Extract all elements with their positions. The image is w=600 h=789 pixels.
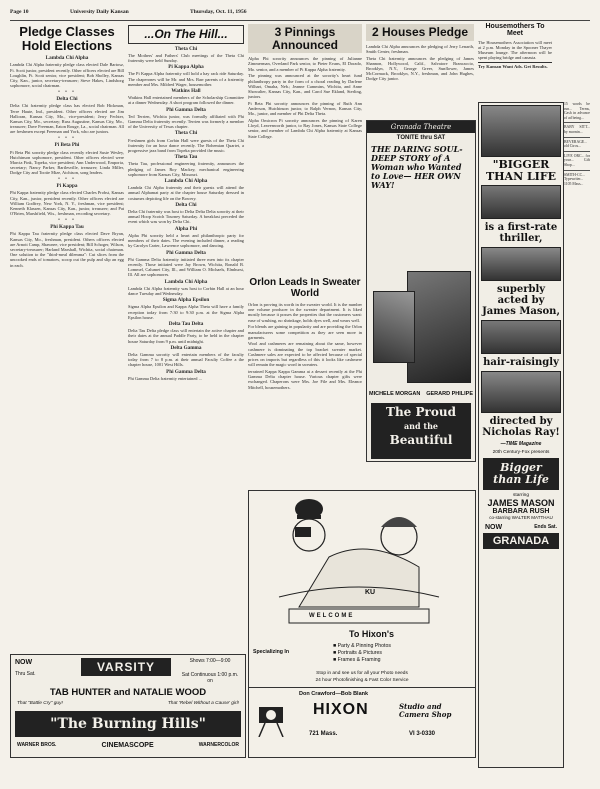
hixon-stop: Stop in and see us for all your Photo needs: [316, 671, 408, 676]
column-pledge-classes: Pledge Classes Hold Elections Lambda Chi Alpha Lambda Chi Alpha fraternity pledge class elected Dale Bartosz, Ft. Scott junior, president recently. Other officers elected are Bill Loughlin, Ft. Scott senior, vice president; Bob Sholley, Kansas City, Kan., junior, secretary-treasurer; Steve Hakes, Lindsborg sophomore, social chairman. • • • Delta Chi Delta Chi fraternity pledge class has elected Bob Hickman, Terre Haute, Ind., president. Other officers elected are Jim Halloran, Kansas City, Mo., vice-president; Jerry Fechter, Kansas City, Mo., secretary; Russ Augustine, Kansas City, Mo., treasurer; Dave Freeman, Eaton Rouge, La., social chairman. All are freshmen except Freeman and York, who are juniors. • • • Pi Beta Phi Pi Beta Phi sorority pledge class recently elected Susie Wesley, Hutchinson sophomore, president. Other officers elected were Marcia Fink, Topeka, vice president; Ann Underwood, Emporia, secretary; Nancy Parker, Bartlesville, treasurer; Linda Miller, Dodge City and Tootie Mize, Atchison, song leaders. • • • Pi Kappa Phi Kappa fraternity pledge class elected Charles Probst, Kansas City, Kan., junior, president recently. Other officers elected are William Godfrey, New York, N. Y., freshman, vice president; Kenneth Klassen, Kansas City, Kan., junior, treasurer; and Pat O'Brien, Marshfield, Wis., freshman, recording secretary. • • • Phi Kappa Tau Phi Kappa Tau fraternity pledge class elected Dave Bryan, Kansas City, Mo., freshman, president. Others officers elected are Arnott Camp, Shawnee, vice president; Bill Schoger, Wilson, secretary-treasurer; Harland Marshall, Wichita, social chairman. One solution to the "third-meal dilemma": Cut slices from the uncooked ends of tomatoes, scoop out the pulp and slip an egg in each.: [10, 24, 124, 268]
varsity-color: WARNERCOLOR: [198, 742, 239, 748]
article-delta-chi: Delta Chi fraternity pledge class has elected Bob Hickman, Terre Haute, Ind., president. Other officers elected are Jim Halloran, Kansas City, Mo., vice-president; Jerry Fechter, Kansas City, Mo., secretary; Russ Augustine, Kansas City, Mo., treasurer; Dave Freeman, Eaton Rouge, La., social chairman. All are freshmen except Freeman and York, who are juniors.: [10, 103, 124, 135]
quote-line-1: "BIGGER THAN LIFE: [485, 158, 557, 183]
article-lambda-chi-alpha: Lambda Chi Alpha fraternity and their guests will attend the annual Alphamat party at the chapter house Saturday dressed in costumes depicting life on the Bowery.: [128, 185, 244, 201]
star-morgan: MICHELE MORGAN: [369, 391, 421, 397]
subhead-delta-tau-delta: Delta Tau Delta: [168, 320, 204, 327]
subhead-pi-kappa-alpha: Pi Kappa Alpha: [168, 64, 204, 71]
subhead-phi-kappa-tau: Phi Kappa Tau: [50, 224, 84, 231]
subhead-phi-kappa: Pi Kappa: [56, 183, 78, 190]
article-phi-gamma-delta-3: Phi Gamma Delta fraternity entertained ...: [128, 375, 202, 381]
subhead-alpha-phi: Alpha Phi: [174, 225, 198, 232]
hixon-studio: Studio and Camera Shop: [399, 702, 452, 719]
quote-line-3: superbly acted by James Mason,: [482, 284, 560, 317]
ku-emblem: KU: [365, 589, 376, 596]
hixon-address: 721 Mass.: [309, 731, 338, 737]
mason-photo-5: [481, 371, 561, 413]
subhead-lambda: Lambda Chi Alpha: [45, 55, 89, 62]
hixon-item-1: ■ Party & Pinning Photos: [333, 643, 391, 649]
article-lambda-chi-alpha-2: Lambda Chi Alpha fraternity was host to Corbin Hall at an hour dance Tuesday and Wednesday.: [128, 285, 244, 296]
mason-title: Bigger than Life: [483, 458, 559, 490]
article-pi-beta: Pi Beta Phi sorority pledge class recently elected Susie Wesley, Hutchinson sophomore, president. Other officers elected were Marcia Fink, Topeka, vice president; Ann Underwood, Emporia, secretary; Nancy Parker, Bartlesville, treasurer; Linda Miller, Dodge City and Tootie Mize, Atchison, song leaders.: [10, 149, 124, 176]
article-delta-tau-delta: Delta Tau Delta pledge class will entertain the active chapter and their dates at the annual Paddle Party, to be held in the chapter house Saturday from 9 p.m. until midnight.: [128, 328, 244, 344]
hixon-item-2: ■ Portraits & Pictures: [333, 650, 382, 656]
article-phi-gamma-delta-2: Phi Gamma Delta fraternity initiated three men into its chapter recently. Those initiated were Jay Brown, Wichita, Ronald B. Lommel, Calumet City, Ill., and William O. Michaels, Elmhurst, Ill. All are sophomores.: [128, 256, 244, 278]
article-lambda: Lambda Chi Alpha fraternity pledge class elected Dale Bartosz, Ft. Scott junior, president recently. Other officers elected are Bill Loughlin, Ft. Scott senior, vice president; Bob Sholley, Kansas City, Kan., junior, secretary-treasurer; Steve Hakes, Lindsborg sophomore, social chairman.: [10, 62, 124, 89]
star-rush: BARBARA RUSH: [492, 508, 550, 515]
cartoon-illustration: [269, 497, 449, 627]
article-theta-chi: The Mothers' and Fathers' Club meetings of the Theta Chi fraternity were held Sunday.: [128, 52, 244, 63]
classified-c: BEVERAGE... old Circu...: [564, 139, 588, 149]
mason-photo-3: [481, 247, 561, 281]
actor-photo: [407, 271, 471, 383]
article-pinning-1: Alpha Phi sorority announces the pinning of Julianne Zimmerman, Overland Park senior, to Pieter Evans, El Dorado, Mo. senior, and a member of Pi Kappa Alpha fraternity.: [248, 56, 362, 72]
subhead-lambda-chi-alpha: Lambda Chi Alpha: [164, 178, 208, 185]
classified-strip: [564, 102, 590, 342]
subhead-theta-tau: Theta Tau: [174, 154, 198, 161]
headline-pinnings: 3 Pinnings Announced: [248, 24, 362, 53]
specializing-label: Specializing In: [253, 649, 290, 655]
tonite-label: TONITE thru SAT: [396, 135, 446, 141]
movie-ad-proud-beautiful: [366, 120, 476, 462]
column-houses-pledge: [366, 22, 474, 118]
mason-photo-2: [481, 185, 561, 219]
tagline-hunter: That "Battle Cry" guy!: [17, 701, 63, 706]
issue-date: Thursday, Oct. 11, 1956: [190, 9, 247, 15]
column-orlon: [248, 276, 362, 486]
subhead-theta-chi-2: Theta Chi: [174, 130, 198, 137]
hixon-owners: Don Crawford—Bob Blank: [299, 691, 369, 697]
want-ads-tagline: Try Kansan Want Ads. Get Results.: [478, 62, 552, 69]
costar: co-starring WALTER MATTHAU: [489, 515, 553, 520]
theater-name: Granada Theatre: [367, 121, 475, 133]
varsity-format: CINEMASCOPE: [101, 742, 154, 749]
article-phi-kappa: Phi Kappa fraternity pledge class elected Charles Probst, Kansas City, Kan., junior, president recently. Other officers elected are William Godfrey, New York, N. Y., freshman, vice president; Kenneth Klassen, Kansas City, Kan., junior, treasurer; and Pat O'Brien, Marshfield, Wis., freshman, recording secretary.: [10, 190, 124, 217]
newspaper-page: [10, 6, 590, 784]
hixon-hour: 24 hour Photofinishing & Fast Color Service: [315, 678, 409, 683]
article-theta-chi-2: Freshmen girls from Corbin Hall were guests of the Theta Chi fraternity for an hour dance recently. The Bohemian Quartet, a progressive jazz band from Topeka provided the music.: [128, 137, 244, 154]
column-pinnings: [248, 22, 362, 272]
page-number: Page 10: [10, 9, 29, 15]
varsity-studio: WARNER BROS.: [17, 742, 57, 748]
quote-line-2: is a first-rate thriller,: [484, 222, 558, 244]
headline-pledge-classes: Pledge Classes Hold Elections: [19, 24, 115, 53]
article-watkins: Watkins Hall entertained members of the Scholarship Committee at a dinner Wednesday. A short program followed the dinner.: [128, 95, 244, 106]
hixon-name: HIXON: [313, 701, 369, 718]
article-orlon-3: Wool and cashmeres are remaining about the same, however cashmere is dominating the top bracket sweater market. Cashmere sales are expected to be affected because of special prices on imports but regardless of this it looks like cashmere will remain the magic word in sweaters.: [248, 341, 362, 368]
classified-a: 15 words be run... Terms, Cash in advance of ad being...: [564, 102, 590, 120]
varsity-theater: VARSITY: [81, 658, 171, 676]
starring-label: starring: [513, 493, 529, 498]
subhead-phi-gamma-delta-2: Phi Gamma Delta: [166, 249, 206, 256]
quote-credit: —TIME Magazine: [500, 441, 542, 447]
subhead-theta-chi: Theta Chi: [174, 45, 198, 52]
varsity-now: NOW: [15, 659, 33, 666]
varsity-shows: Shows 7:00—9:00: [189, 658, 231, 664]
camera-icon: [255, 697, 289, 737]
movie-ad-burning-hills: [10, 654, 246, 758]
article-orlon-1: Orlon is proving its worth in the sweater world. It is the number one volume producer in the sweater department. It is liked mostly because it posses the properties that the customers want: ease of washing, no shrinkage, holds dyes well, and wears well.: [248, 302, 362, 323]
movie-ad-bigger-than-life: [478, 102, 564, 768]
subhead-delta-gamma: Delta Gamma: [170, 344, 202, 351]
article-housemothers: The Housemothers Association will meet at 2 p.m. Monday in the Spooner Thayer Museum lounge. The afternoon will be spent playing bridge and canasta.: [478, 39, 552, 61]
headline-orlon: Orlon Leads In Sweater World: [249, 277, 361, 299]
subhead-delta-chi-2: Delta Chi: [175, 201, 197, 208]
varsity-thru: Thru Sat.: [15, 671, 36, 677]
varsity-title: "The Burning Hills": [15, 711, 241, 737]
tagline-wood: That 'Rebel Without a Cause' girl!: [167, 701, 239, 706]
paper-name: University Daily Kansan: [70, 9, 129, 15]
hixon-phone: VI 3-0330: [409, 731, 436, 737]
movie-tagline: THE DARING SOUL-DEEP STORY of A Woman who Wanted to Love— HER OWN WAY!: [371, 144, 463, 190]
article-phi-gamma-delta: Ted Terrien, Wichita junior, was formally affiliated with Phi Gamma Delta fraternity recently. Terrien was formerly a member of the University of Texas chapter.: [128, 113, 244, 130]
article-theta-tau: Theta Tau, professional engineering fraternity, announces the pledging of James Roy Mackey, mechanical engineering sophomore from Kansas City, Missouri.: [128, 161, 244, 177]
article-pledge-1: Lambda Chi Alpha announces the pledging of Jerry Lenarth, Smith Center, freshman.: [366, 43, 474, 54]
movie-title-block: [371, 403, 471, 459]
article-pi-kappa-alpha: The Pi Kappa Alpha fraternity will hold a hay rack ride Saturday. The chaperones will be Mr. and Mrs. Barr parents of a fraternity member and Mrs. Mildred Wager, housemother.: [128, 71, 244, 87]
subhead-sigma-alpha-epsilon: Sigma Alpha Epsilon: [162, 297, 210, 304]
welcome-sign: WELCOME: [309, 613, 355, 619]
article-pledge-2: Theta Chi fraternity announces the pledging of James Shannon, Hollywood, Calif., Salvatore Brancaccio, Brooklyn, N.Y., George Greer, Sunflower, James McCormack, Brooklyn, N.Y., freshman, and John Hughes, Dodge City junior.: [366, 55, 474, 82]
actress-photo: [373, 291, 415, 363]
varsity-sat: Sat Continuous 1:00 p.m. on: [181, 672, 239, 684]
article-pinning-2: The pinning was announced at the sorority's heart fund philanthropy party in the form of a choral reading by Darlene Wilhart, Omaha, Neb.; Jeanne Cummins, Wichita, and Anne Showalter, Kansas City, Kan., and Carol Sue Ekland, Sterling, juniors.: [248, 73, 362, 100]
hixon-item-3: ■ Frames & Framing: [333, 657, 381, 663]
subhead-watkins: Watkins Hall: [171, 88, 201, 95]
article-sigma-alpha-epsilon: Sigma Alpha Epsilon and Kappa Alpha Theta will have a family reception today from 7:30 to 9:30 p.m. at the Sigma Alpha Epsilon house.: [128, 304, 244, 320]
title-line-2: and the: [404, 421, 438, 431]
subhead-delta-chi: Delta Chi: [56, 96, 78, 103]
article-orlon-2: For blends are gaining in popularity and are providing the Orlon manufacturers some competition as they are seen more in garments.: [248, 324, 362, 340]
article-kappa: terrained Kappa Kappa Gamma at a dessert recently at the Phi Gamma Delta chapter house. Various chapter gifts were exchanged. Chaperons were Mrs. Joe File and Mrs. Eleanor Mitchell, housemothers.: [248, 368, 362, 390]
quote-line-5: directed by Nicholas Ray!: [482, 416, 560, 438]
classified-b: BABY SITT... by mornin...: [564, 125, 590, 134]
article-pinning-3: Pi Beta Phi sorority announces the pinning of Ruth Ann Anderson, Hutchinson junior, to Ralph Vernon, Kansas City, Mo., junior, and member of Phi Delta Theta.: [248, 100, 362, 117]
star-philipe: GERARD PHILIPE: [426, 391, 473, 397]
mason-photo-1: [481, 105, 561, 157]
hixon-photo-ad: [248, 490, 476, 758]
granada-theater: GRANADA: [483, 533, 559, 549]
quote-line-4: hair-raisingly: [483, 357, 559, 368]
studio-credit: 20th Century-Fox presents: [492, 450, 550, 455]
article-delta-chi-2: Delta Chi fraternity was host to Delta Delta Delta sorority at their annual Hoop Scotch Tourney Saturday. A breakfast preceded the event which was won by Delta Chi.: [128, 209, 244, 225]
subhead-pi-beta: Pi Beta Phi: [54, 142, 80, 149]
title-line-3: Beautiful: [389, 433, 453, 447]
classified-e: SMITH-CC... Typewriter... 1105 Mass...: [564, 172, 585, 186]
headline-houses-pledge: 2 Houses Pledge: [366, 24, 474, 41]
column-on-the-hill: [128, 22, 244, 642]
article-delta-gamma: Delta Gamma sorority will entertain members of the faculty today from 7 to 8 p.m. at their annual Faculty Coffee a the chapter house, 1001 West Hills.: [128, 351, 244, 368]
article-alpha-phi: Alpha Phi sorority held a heart and philanthropic party for members of their dates. The evening included dinner, a reading by Carolyn Carter, Lawrence sophomore, and dancing.: [128, 232, 244, 249]
page-header: [10, 6, 590, 21]
now-label: NOW: [485, 524, 503, 531]
classified-d: LIVE ORC... for your... Gift Shop...: [564, 153, 590, 167]
title-line-1: The Proud: [386, 405, 456, 419]
article-pinning-4: Alpha Omicron Pi sorority announces the pinning of Karen Lloyd, Leavenworth junior, to Ray Jones, Kansas State College senior, and member of Lambda Chi Alpha fraternity at Kansas State College.: [248, 117, 362, 139]
headline-housemothers: Housemothers To Meet: [485, 23, 545, 38]
headline-on-the-hill: ...On The Hill...: [128, 25, 244, 44]
subhead-lambda-chi-alpha-2: Lambda Chi Alpha: [164, 278, 208, 285]
subhead-phi-gamma-delta-3: Phi Gamma Delta: [166, 368, 206, 375]
star-mason: JAMES MASON: [487, 498, 555, 508]
subhead-phi-gamma-delta: Phi Gamma Delta: [166, 106, 206, 113]
hixon-title: To Hixon's: [349, 629, 394, 639]
mason-photo-4: [481, 320, 561, 354]
ends-label: Ends Sat.: [534, 524, 557, 530]
varsity-stars: TAB HUNTER and NATALIE WOOD: [49, 687, 207, 698]
article-phi-kappa-tau: Phi Kappa Tau fraternity pledge class elected Dave Bryan, Kansas City, Mo., freshman, president. Others officers elected are Arnott Camp, Shawnee, vice president; Bill Schoger, Wilson, secretary-treasurer; Harland Marshall, Wichita, social chairman. One solution to the "third-meal dilemma": Cut slices from the uncooked ends of tomatoes, scoop out the pulp and slip an egg in each.: [10, 231, 124, 268]
